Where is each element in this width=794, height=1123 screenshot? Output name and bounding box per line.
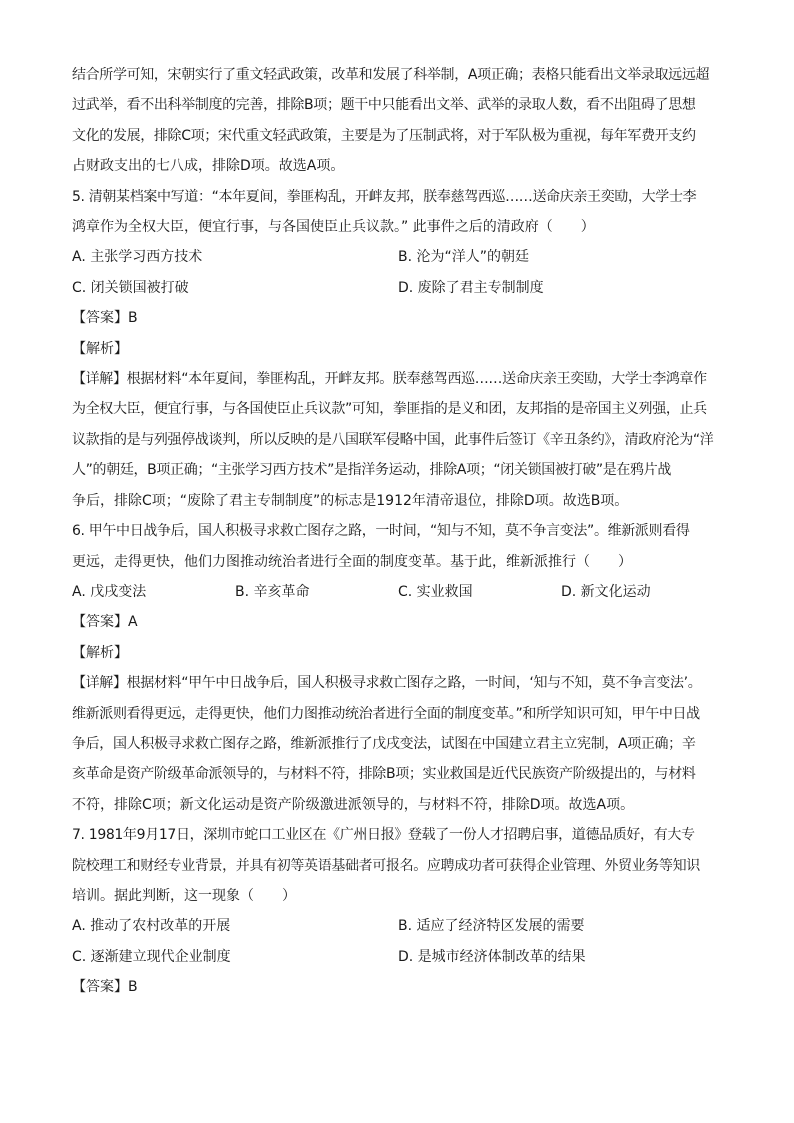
question-5 — [72, 182, 724, 516]
detail-line: 不符，排除C项；新文化运动是资产阶级激进派领导的，与材料不符，排除D项。故选A项。 — [72, 796, 635, 813]
detail-line: 争后，排除C项；“废除了君主专制制度”的标志是1912年清帝退位，排除D项。故选B项。 — [72, 492, 629, 509]
text-line: 结合所学可知，宋朝实行了重文轻武政策，改革和发展了科举制，A项正确；表格只能看出文举录取远远超 — [72, 67, 710, 83]
analysis-label: 【解析】 — [72, 644, 128, 661]
option-a: A. 戊戌变法 — [72, 583, 147, 600]
answer-label: 【答案】B — [72, 979, 138, 996]
detail-line: 争后，国人积极寻求救亡图存之路，维新派推行了戊戌变法，试图在中国建立君主立宪制，A项正确；辛 — [72, 735, 696, 752]
answer-label: 【答案】B — [72, 310, 138, 327]
detail-line: 人”的朝廷，B项正确；“主张学习西方技术”是指洋务运动，排除A项；“闭关锁国被打破”是在鸦片战 — [72, 462, 671, 479]
option-a: A. 主张学习西方技术 — [72, 249, 203, 266]
question-7 — [72, 820, 724, 1002]
document-page — [72, 60, 724, 1003]
answer-label: 【答案】A — [72, 614, 138, 631]
question-stem: 7. 1981年9月17日，深圳市蛇口工业区在《广州日报》登载了一份人才招聘启事，道德品质好，有大专 — [72, 827, 695, 844]
text-line: 占财政支出的七八成，排除D项。故选A项。 — [72, 158, 345, 175]
options-row — [72, 273, 724, 303]
options-row — [72, 911, 724, 941]
options-row — [72, 242, 724, 272]
option-d: D. 是城市经济体制改革的结果 — [398, 948, 586, 965]
question-stem: 鸿章作为全权大臣，便宜行事，与各国使臣止兵议款。” 此事件之后的清政府（ ） — [72, 219, 595, 236]
analysis-label: 【解析】 — [72, 340, 128, 357]
option-d: D. 新文化运动 — [561, 583, 651, 600]
option-c: C. 逐渐建立现代企业制度 — [72, 948, 231, 965]
question-stem: 培训。据此判断，这一现象（ ） — [72, 887, 296, 904]
option-c: C. 闭关锁国被打破 — [72, 279, 189, 296]
question-6 — [72, 516, 724, 820]
intro-analysis — [72, 60, 724, 182]
options-row — [72, 577, 724, 607]
option-b: B. 适应了经济特区发展的需要 — [398, 918, 585, 935]
option-c: C. 实业救国 — [398, 583, 473, 600]
option-d: D. 废除了君主专制制度 — [398, 279, 544, 296]
text-line: 文化的发展，排除C项；宋代重文轻武政策，主要是为了压制武将，对于军队极为重视，每年军费开支约 — [72, 127, 696, 144]
text-line: 过武举，看不出科举制度的完善，排除B项；题干中只能看出文举、武举的录取人数，看不出阻碍了思想 — [72, 97, 696, 114]
options-row — [72, 942, 724, 972]
detail-line: 维新派则看得更远，走得更快，他们力图推动统治者进行全面的制度变革。”和所学知识可知，甲午中日战 — [72, 705, 700, 722]
option-b: B. 沦为“洋人”的朝廷 — [398, 249, 530, 266]
question-stem: 院校理工和财经专业背景，并具有初等英语基础者可报名。应聘成功者可获得企业管理、外贸业务等知识 — [72, 857, 700, 874]
question-stem: 更远，走得更快，他们力图推动统治者进行全面的制度变革。基于此，维新派推行（ ） — [72, 553, 632, 570]
detail-line: 亥革命是资产阶级革命派领导的，与材料不符，排除B项；实业救国是近代民族资产阶级提出的，与材料 — [72, 766, 696, 783]
option-b: B. 辛亥革命 — [235, 583, 310, 600]
detail-line: 【详解】根据材料“甲午中日战争后，国人积极寻求救亡图存之路，一时间，‘知与不知，莫不争言变法’。 — [72, 675, 702, 692]
question-stem: 5. 清朝某档案中写道：“本年夏间，拳匪构乱，开衅友邦，朕奉慈驾西巡……送命庆亲王奕劻，大学士李 — [72, 188, 697, 205]
detail-line: 为全权大臣，便宜行事，与各国使臣止兵议款”可知，拳匪指的是义和团，友邦指的是帝国主义列强，止兵 — [72, 401, 707, 418]
detail-line: 【详解】根据材料“本年夏间，拳匪构乱，开衅友邦。朕奉慈驾西巡……送命庆亲王奕劻，大学士李鸿章作 — [72, 371, 707, 388]
question-stem: 6. 甲午中日战争后，国人积极寻求救亡图存之路，一时间，“知与不知，莫不争言变法”。维新派则看得 — [72, 523, 690, 540]
detail-line: 议款指的是与列强停战谈判，所以反映的是八国联军侵略中国，此事件后签订《辛丑条约》，清政府沦为“洋 — [72, 431, 714, 448]
option-a: A. 推动了农村改革的开展 — [72, 918, 231, 935]
